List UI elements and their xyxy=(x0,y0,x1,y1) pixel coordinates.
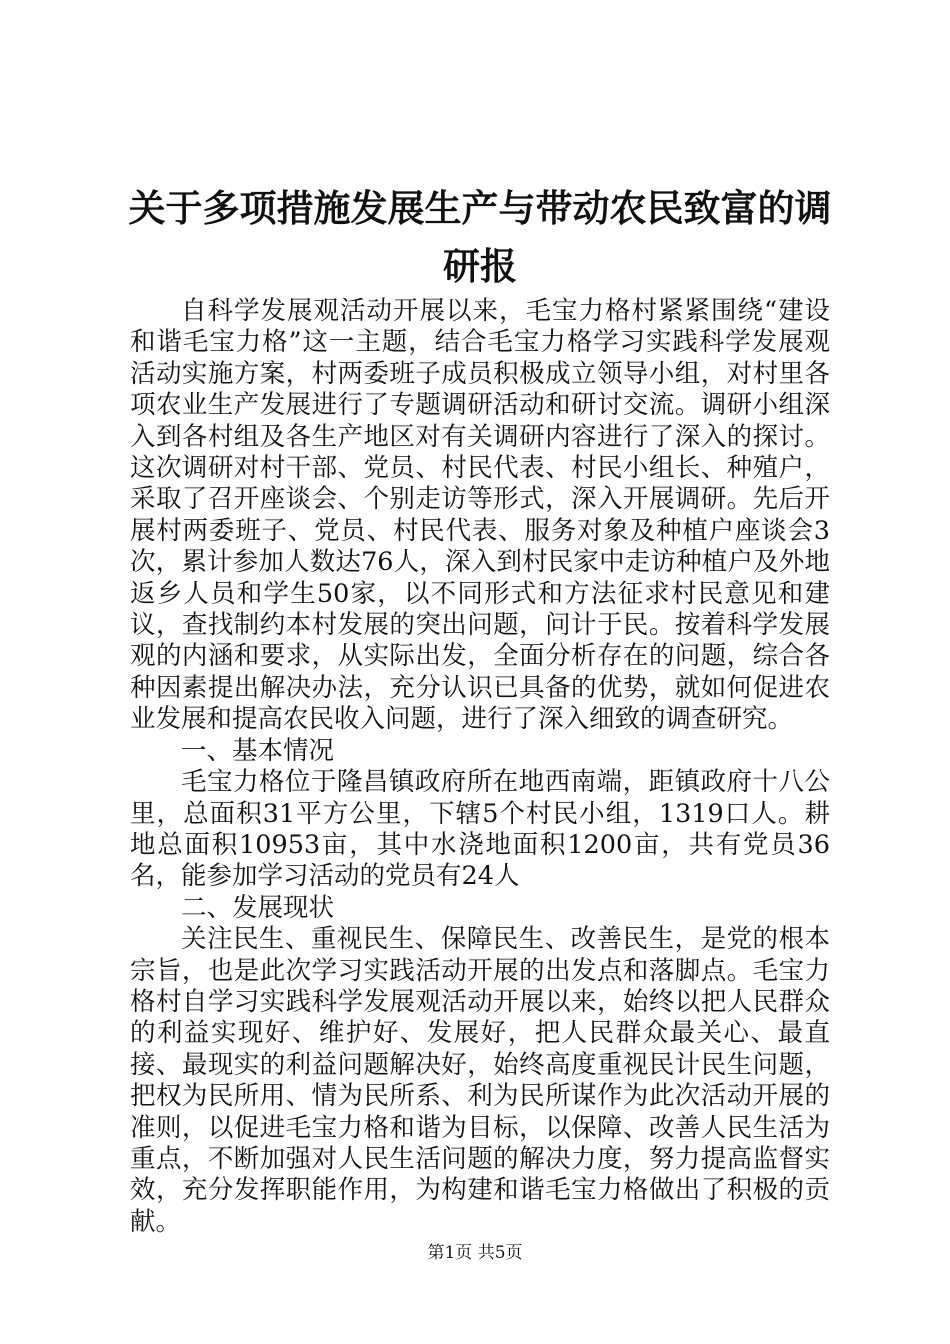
document-title: 关于多项措施发展生产与带动农民致富的调研报 xyxy=(128,187,832,288)
development-status-paragraph: 关注民生、重视民生、保障民生、改善民生，是党的根本宗旨，也是此次学习实践活动开展的出发点和落脚点。毛宝力格村自学习实践科学发展观活动开展以来，始终以把人民群众的利益实现好、维护好、发展好，把人民群众最关心、最直接、最现实的利益问题解决好，始终高度重视民计民生问题，把权为民所用、情为民所系、利为民所谋作为此次活动开展的准则，以促进毛宝力格和谐为目标，以保障、改善人民生活为重点，不断加强对人民生活问题的解决力度，努力提高监督实效，充分发挥职能作用，为构建和谐毛宝力格做出了积极的贡献。 xyxy=(130,924,830,1237)
basic-info-paragraph: 毛宝力格位于隆昌镇政府所在地西南端，距镇政府十八公里，总面积31平方公里，下辖5个村民小组，1319口人。耕地总面积10953亩，其中水浇地面积1200亩，共有党员36名，能参加学习活动的党员有24人 xyxy=(130,767,830,892)
document-body xyxy=(130,296,830,1238)
page-number-footer: 第1页 共5页 xyxy=(427,1243,523,1263)
section-heading-basic-info: 一、基本情况 xyxy=(181,735,335,766)
section-heading-development-status: 二、发展现状 xyxy=(181,892,335,923)
intro-paragraph: 自科学发展观活动开展以来，毛宝力格村紧紧围绕“建设和谐毛宝力格”这一主题，结合毛宝力格学习实践科学发展观活动实施方案，村两委班子成员积极成立领导小组，对村里各项农业生产发展进行了专题调研活动和研讨交流。调研小组深入到各村组及各生产地区对有关调研内容进行了深入的探讨。这次调研对村干部、党员、村民代表、村民小组长、种殖户，采取了召开座谈会、个别走访等形式，深入开展调研。先后开展村两委班子、党员、村民代表、服务对象及种植户座谈会3次，累计参加人数达76人，深入到村民家中走访种植户及外地返乡人员和学生50家，以不同形式和方法征求村民意见和建议，查找制约本村发展的突出问题，问计于民。按着科学发展观的内涵和要求，从实际出发，全面分析存在的问题，综合各种因素提出解决办法，充分认识已具备的优势，就如何促进农业发展和提高农民收入问题，进行了深入细致的调查研究。 xyxy=(130,296,830,735)
